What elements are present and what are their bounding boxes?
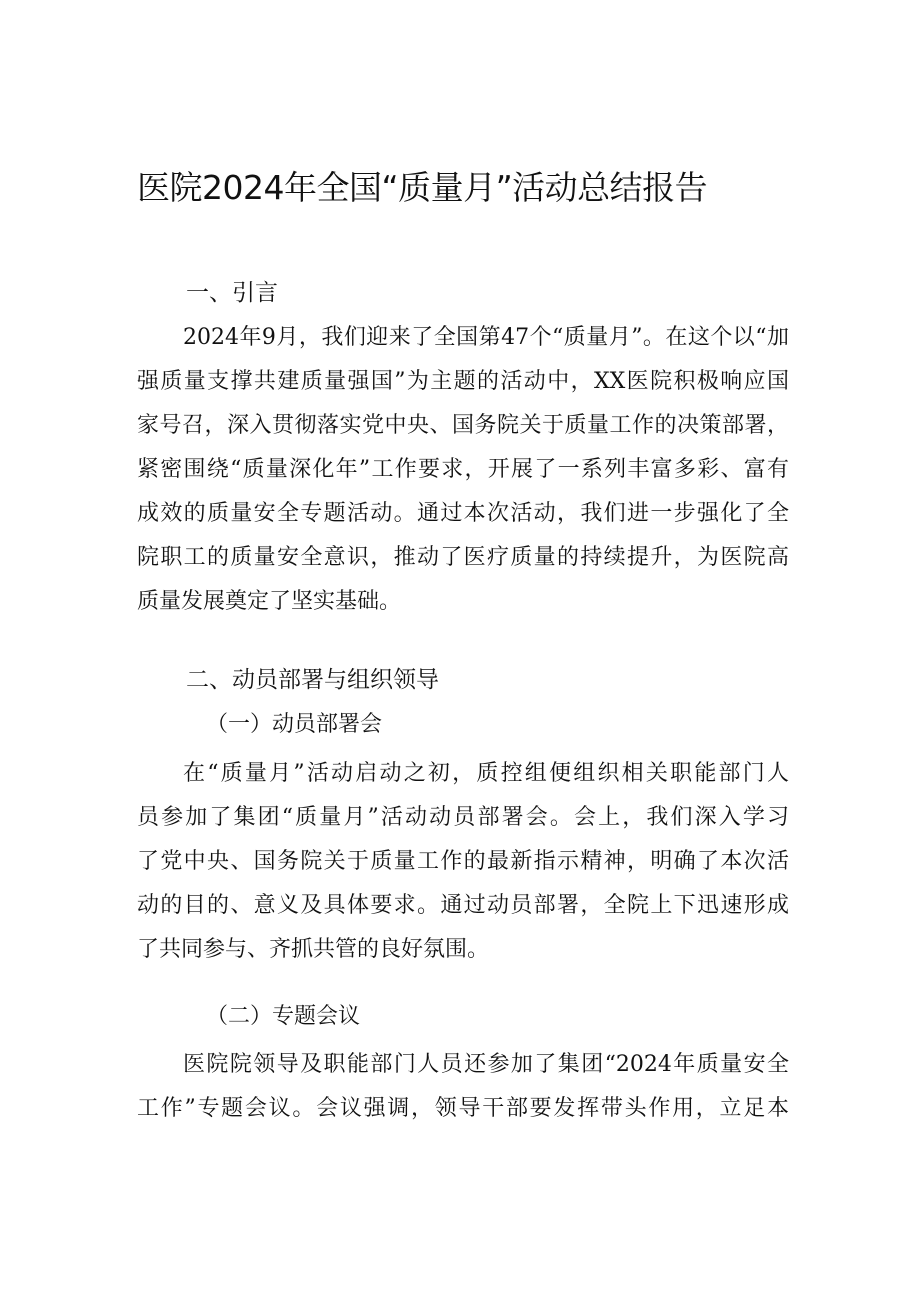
section-heading-mobilization: 二、动员部署与组织领导 [186,667,439,693]
paragraph-line: 成效的质量安全专题活动。通过本次活动，我们进一步强化了全 [137,501,789,526]
paragraph-line: 动的目的、意义及具体要求。通过动员部署，全院上下迅速形成 [137,893,789,918]
paragraph-line: 了党中央、国务院关于质量工作的最新指示精神，明确了本次活 [137,849,789,874]
paragraph-line: 院职工的质量安全意识，推动了医疗质量的持续提升，为医院高 [137,545,789,570]
document-title: 医院2024年全国“质量月”活动总结报告 [137,168,708,207]
paragraph-line: 质量发展奠定了坚实基础。 [137,589,402,614]
paragraph-line: 紧密围绕“质量深化年”工作要求，开展了一系列丰富多彩、富有 [137,457,789,482]
paragraph-line: 强质量支撑共建质量强国”为主题的活动中，XX医院积极响应国 [137,369,789,394]
paragraph-line: 2024年9月，我们迎来了全国第47个“质量月”。在这个以“加 [183,325,789,350]
paragraph-line: 员参加了集团“质量月”活动动员部署会。会上，我们深入学习 [137,805,789,830]
paragraph-line: 在“质量月”活动启动之初，质控组便组织相关职能部门人 [183,761,789,786]
subsection-heading-special-meeting: （二）专题会议 [206,1004,361,1029]
introduction-paragraph [137,316,797,624]
special-meeting-paragraph [137,1043,797,1131]
paragraph-line: 医院院领导及职能部门人员还参加了集团“2024年质量安全 [183,1052,789,1077]
section-heading-introduction: 一、引言 [186,280,278,306]
subsection-heading-mobilization-meeting: （一）动员部署会 [206,712,383,737]
paragraph-line: 工作”专题会议。会议强调，领导干部要发挥带头作用，立足本 [137,1096,789,1121]
paragraph-line: 了共同参与、齐抓共管的良好氛围。 [137,937,490,962]
mobilization-meeting-paragraph [137,752,797,972]
paragraph-line: 家号召，深入贯彻落实党中央、国务院关于质量工作的决策部署， [137,413,789,438]
